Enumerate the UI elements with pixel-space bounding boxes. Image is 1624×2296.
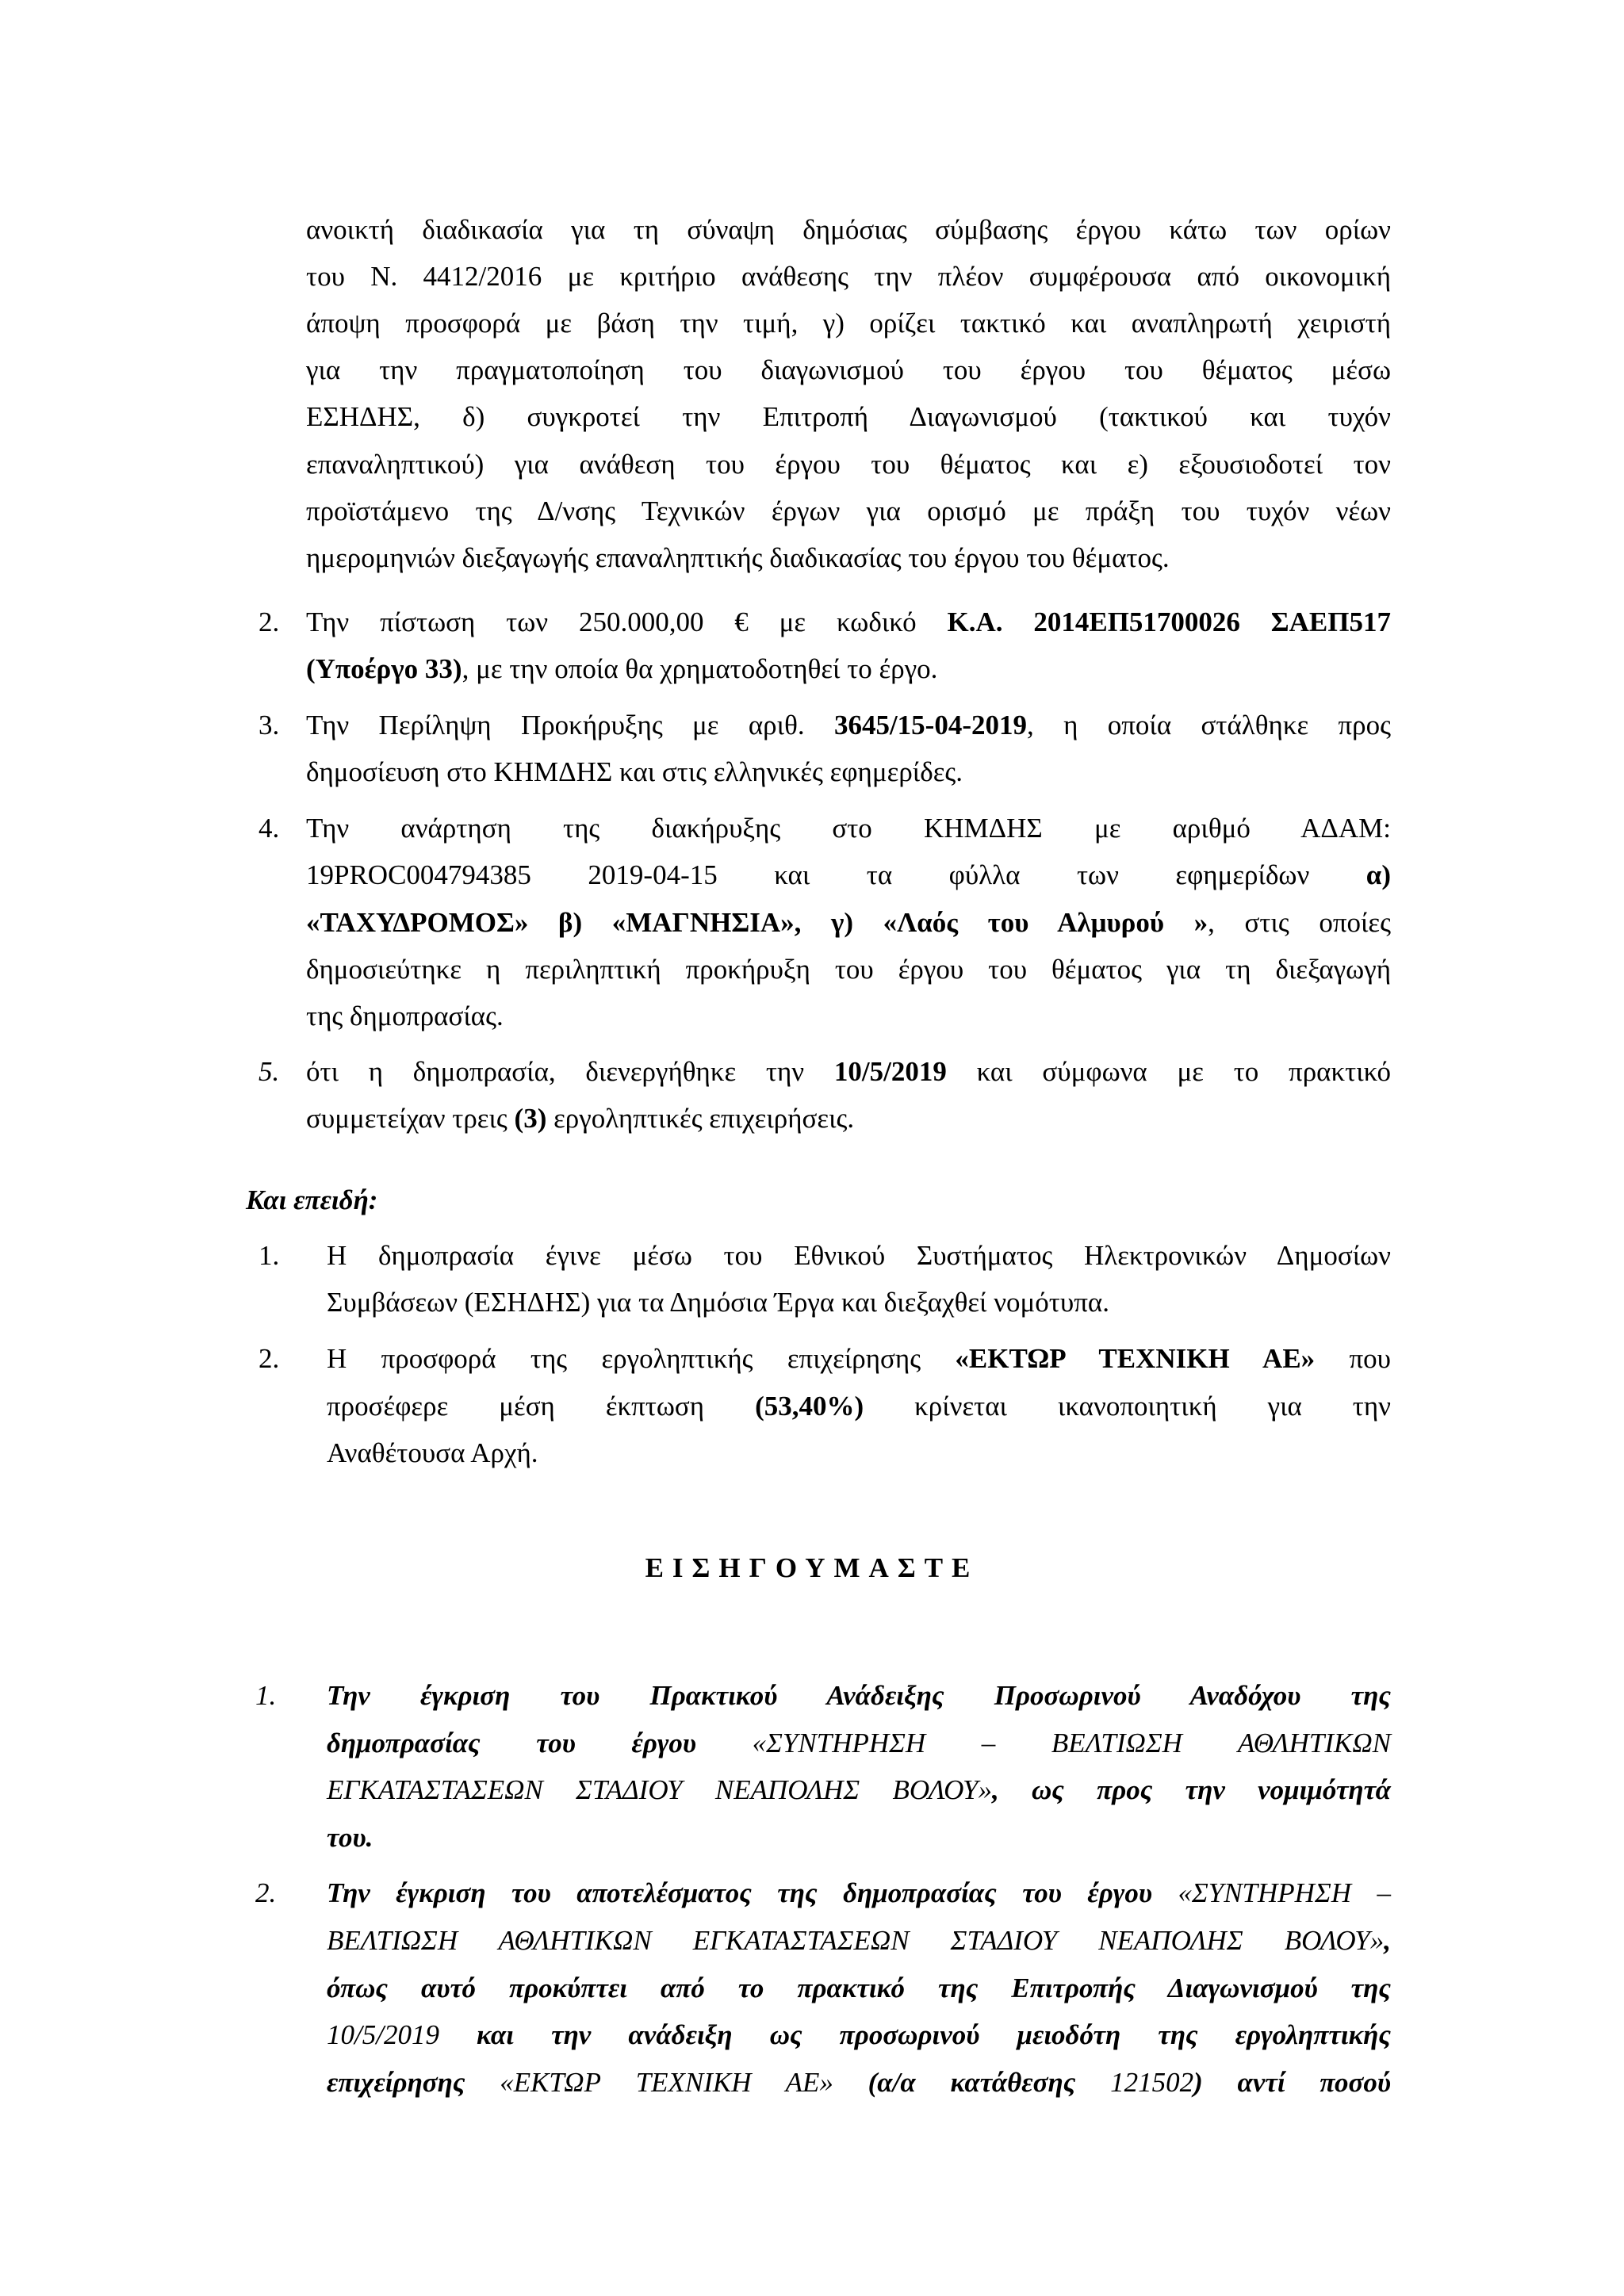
recommend-heading: ΕΙΣΗΓΟΥΜΑΣΤΕ bbox=[645, 1552, 979, 1583]
proclamation-number: 3645/15-04-2019 bbox=[833, 710, 1027, 740]
list-item-line bbox=[327, 1392, 1391, 1420]
list-text-bold-italic: δημοπρασίας του έργου bbox=[327, 1728, 753, 1758]
intro-line: άποψη προσφορά με βάση την τιμή, γ) ορίζει τακτικό και αναπληρωτή χειριστή bbox=[306, 308, 1391, 339]
list-text: , με την οποία θα χρηματοδοτηθεί το έργο. bbox=[462, 653, 938, 684]
subproject: (Υποέργο 33) bbox=[306, 653, 462, 684]
list-text: Την πίστωση των 250.000,00 € με κωδικό bbox=[306, 607, 948, 637]
committee-date: 10/5/2019 bbox=[327, 2019, 439, 2050]
intro-line: ημερομηνιών διεξαγωγής επαναληπτικής διαδικασίας του έργου του θέματος. bbox=[306, 542, 1170, 573]
project-title: ΒΕΛΤΙΩΣΗ ΑΘΛΗΤΙΚΩΝ ΕΓΚΑΤΑΣΤΑΣΕΩΝ ΣΤΑΔΙΟΥ ΝΕΑΠΟΛΗΣ ΒΟΛΟΥ» bbox=[327, 1925, 1385, 1956]
intro-line: του Ν. 4412/2016 με κριτήριο ανάθεσης την πλέον συμφέρουσα από οικονομική bbox=[306, 261, 1391, 292]
list-text: Την Περίληψη Προκήρυξης με αριθ. bbox=[306, 710, 834, 740]
list-number: 1. bbox=[259, 1240, 280, 1271]
contractor-name: «ΕΚΤΩΡ ΤΕΧΝΙΚΗ ΑΕ» bbox=[955, 1343, 1316, 1374]
list-item-line: Η δημοπρασία έγινε μέσω του Εθνικού Συστήματος Ηλεκτρονικών Δημοσίων bbox=[327, 1240, 1391, 1271]
intro-line: επαναληπτικού) για ανάθεση του έργου του θέματος και ε) εξουσιοδοτεί τον bbox=[306, 449, 1391, 480]
project-title: «ΣΥΝΤΗΡΗΣΗ – ΒΕΛΤΙΩΣΗ ΑΘΛΗΤΙΚΩΝ bbox=[752, 1728, 1391, 1758]
list-item-line: Την ανάρτηση της διακήρυξης στο ΚΗΜΔΗΣ με αριθμό ΑΔΑΜ: bbox=[306, 813, 1391, 844]
list-item-line bbox=[327, 1345, 1391, 1372]
list-text: Η προσφορά της εργοληπτικής επιχείρησης bbox=[327, 1343, 956, 1374]
list-item-line bbox=[306, 1104, 854, 1132]
list-item-line: Αναθέτουσα Αρχή. bbox=[327, 1437, 538, 1468]
list-item-line bbox=[306, 909, 1391, 936]
list-text: συμμετείχαν τρεις bbox=[306, 1103, 515, 1134]
list-number: 3. bbox=[259, 710, 280, 740]
list-text: εργοληπτικές επιχειρήσεις. bbox=[546, 1103, 855, 1134]
list-item-line: δημοσιεύτηκε η περιληπτική προκήρυξη του έργου του θέματος για τη διεξαγωγή bbox=[306, 954, 1391, 985]
list-text: , η οποία στάλθηκε προς bbox=[1026, 710, 1391, 740]
list-text-bold: α) bbox=[1365, 859, 1391, 890]
discount-percent: (53,40%) bbox=[755, 1391, 864, 1422]
contractor-name: «ΕΚΤΩΡ ΤΕΧΝΙΚΗ ΑΕ» bbox=[500, 2067, 833, 2098]
submission-number: 121502 bbox=[1110, 2067, 1194, 2098]
list-number: 1. bbox=[255, 1680, 277, 1711]
list-text: που bbox=[1315, 1343, 1392, 1374]
list-item-line: της δημοπρασίας. bbox=[306, 1001, 504, 1031]
list-item-line bbox=[327, 2021, 1391, 2049]
intro-line: προϊστάμενο της Δ/νσης Τεχνικών έργων για ορισμό με πράξη του τυχόν νέων bbox=[306, 496, 1391, 526]
list-item-line bbox=[306, 711, 1391, 739]
list-text-bold-italic: , ως προς την νομιμότητά bbox=[991, 1774, 1391, 1805]
list-text-bold-italic: ) αντί ποσού bbox=[1193, 2067, 1392, 2098]
list-number: 2. bbox=[259, 607, 280, 637]
list-item-line: Συμβάσεων (ΕΣΗΔΗΣ) για τα Δημόσια Έργα και διεξαχθεί νομότυπα. bbox=[327, 1287, 1109, 1318]
list-item-line bbox=[327, 1776, 1391, 1804]
list-item-line: όπως αυτό προκύπτει από το πρακτικό της Επιτροπής Διαγωνισμού της bbox=[327, 1973, 1391, 2003]
newspapers: «ΤΑΧΥΔΡΟΜΟΣ» β) «ΜΑΓΝΗΣΙΑ», γ) «Λαός του Αλμυρού » bbox=[306, 907, 1208, 938]
list-text: προσέφερε μέση έκπτωση bbox=[327, 1391, 756, 1422]
list-item-line: δημοσίευση στο ΚΗΜΔΗΣ και στις ελληνικές εφημερίδες. bbox=[306, 756, 963, 787]
budget-code: Κ.Α. 2014ΕΠ51700026 ΣΑΕΠ517 bbox=[947, 607, 1391, 637]
list-text: κρίνεται ικανοποιητική για την bbox=[864, 1391, 1392, 1422]
list-item-line: του. bbox=[327, 1822, 373, 1853]
list-item-line bbox=[306, 861, 1391, 889]
intro-line: ανοικτή διαδικασία για τη σύναψη δημόσιας σύμβασης έργου κάτω των ορίων bbox=[306, 214, 1391, 245]
list-item-line bbox=[327, 1729, 1391, 1757]
list-text: , στις οποίες bbox=[1208, 907, 1391, 938]
project-title: ΕΓΚΑΤΑΣΤΑΣΕΩΝ ΣΤΑΔΙΟΥ ΝΕΑΠΟΛΗΣ ΒΟΛΟΥ» bbox=[327, 1774, 992, 1805]
list-number: 2. bbox=[259, 1343, 280, 1374]
list-item-line bbox=[327, 1879, 1391, 1907]
list-text: και σύμφωνα με το πρακτικό bbox=[946, 1056, 1391, 1087]
list-number: 5. bbox=[259, 1056, 280, 1087]
since-heading: Και επειδή: bbox=[246, 1184, 378, 1215]
intro-line: για την πραγματοποίηση του διαγωνισμού του έργου του θέματος μέσω bbox=[306, 354, 1391, 385]
list-text-bold-italic: , bbox=[1384, 1925, 1391, 1956]
participant-count: (3) bbox=[514, 1103, 547, 1134]
list-text-bold-italic: Την έγκριση του αποτελέσματος της δημοπρασίας του έργου bbox=[327, 1877, 1178, 1908]
list-text: 19PROC004794385 2019-04-15 και τα φύλλα των εφημερίδων bbox=[306, 859, 1366, 890]
list-text-bold-italic: επιχείρησης bbox=[327, 2067, 500, 2098]
list-item-line bbox=[306, 655, 937, 683]
project-title: «ΣΥΝΤΗΡΗΣΗ – bbox=[1178, 1877, 1391, 1908]
list-item-line bbox=[327, 1927, 1391, 1954]
list-item-line bbox=[327, 2068, 1391, 2096]
list-item-line bbox=[306, 1058, 1391, 1085]
list-text-bold-italic: (α/α κατάθεσης bbox=[833, 2067, 1111, 2098]
list-number: 2. bbox=[255, 1877, 277, 1908]
list-item-line bbox=[306, 608, 1391, 636]
list-text-bold-italic: και την ανάδειξη ως προσωρινού μειοδότη της εργοληπτικής bbox=[439, 2019, 1391, 2050]
list-number: 4. bbox=[259, 813, 280, 844]
intro-line: ΕΣΗΔΗΣ, δ) συγκροτεί την Επιτροπή Διαγωνισμού (τακτικού και τυχόν bbox=[306, 401, 1391, 432]
auction-date: 10/5/2019 bbox=[833, 1056, 947, 1087]
list-text: ότι η δημοπρασία, διενεργήθηκε την bbox=[306, 1056, 834, 1087]
list-item-line: Την έγκριση του Πρακτικού Ανάδειξης Προσωρινού Αναδόχου της bbox=[327, 1680, 1391, 1711]
